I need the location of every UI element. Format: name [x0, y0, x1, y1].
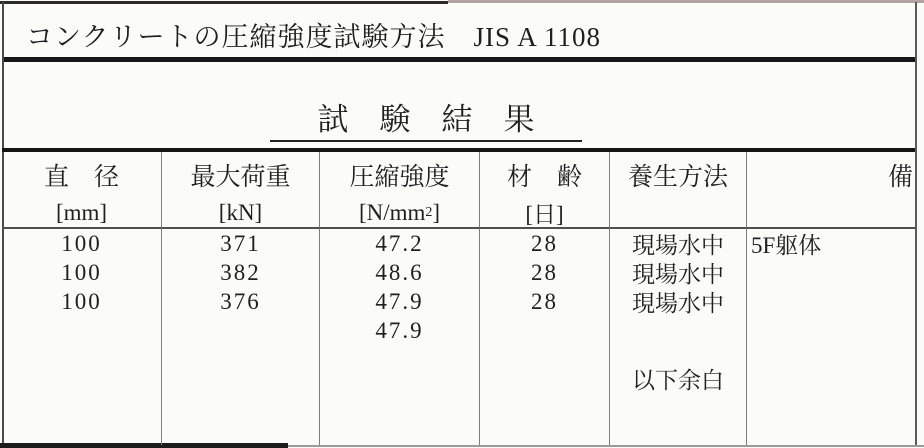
cell-remarks [747, 363, 915, 393]
cell-max-load [162, 316, 320, 345]
header-curing-method: 養生方法 [610, 152, 747, 198]
cell-diameter [2, 363, 162, 393]
cell-diameter: 100 [2, 258, 162, 287]
unit-max-load: [kN] [162, 198, 320, 229]
filler-cell [480, 393, 610, 445]
unit-age: [日] [480, 198, 610, 229]
cell-curing [610, 316, 747, 345]
cell-max-load [162, 345, 320, 363]
cell-strength-average: 47.9 [320, 316, 480, 345]
header-compressive-strength: 圧縮強度 [320, 152, 480, 198]
cell-remarks [747, 287, 915, 316]
test-results-table [2, 148, 915, 445]
document-title-band [4, 4, 915, 62]
cell-age: 28 [480, 229, 610, 258]
cell-diameter [2, 345, 162, 363]
cell-curing-blank-below: 以下余白 [610, 363, 747, 393]
filler-cell [747, 393, 915, 445]
cell-curing: 現場水中 [610, 258, 747, 287]
cell-strength: 47.9 [320, 287, 480, 316]
unit-diameter: [mm] [2, 198, 162, 229]
cell-curing: 現場水中 [610, 287, 747, 316]
unit-strength-suffix: ] [432, 199, 441, 225]
cell-remarks [747, 258, 915, 287]
header-age: 材 齢 [480, 152, 610, 198]
cell-age [480, 345, 610, 363]
scan-edge-bottom-light [288, 445, 924, 447]
scan-edge-top-light [448, 0, 924, 3]
cell-strength [320, 345, 480, 363]
cell-age: 28 [480, 287, 610, 316]
cell-strength [320, 363, 480, 393]
cell-remarks: 5F躯体 [751, 233, 822, 258]
filler-cell [162, 393, 320, 445]
cell-max-load: 382 [162, 258, 320, 287]
cell-age [480, 316, 610, 345]
cell-remarks [747, 345, 915, 363]
header-remarks: 備 [887, 164, 913, 191]
unit-compressive-strength: [N/mm 2 ] [320, 198, 480, 229]
unit-strength-prefix: [N/mm [358, 199, 426, 225]
cell-curing [610, 345, 747, 363]
document-title: コンクリートの圧縮強度試験方法 JIS A 1108 [26, 22, 601, 52]
cell-strength: 47.2 [320, 229, 480, 258]
unit-curing-method [610, 198, 747, 229]
cell-diameter: 100 [2, 287, 162, 316]
cell-strength: 48.6 [320, 258, 480, 287]
cell-max-load [162, 363, 320, 393]
filler-cell [2, 393, 162, 445]
header-max-load: 最大荷重 [162, 152, 320, 198]
cell-diameter: 100 [2, 229, 162, 258]
filler-cell [610, 393, 747, 445]
cell-age: 28 [480, 258, 610, 287]
cell-age [480, 363, 610, 393]
header-diameter: 直 径 [2, 152, 162, 198]
section-title-test-results: 試 験 結 果 [270, 103, 582, 142]
filler-cell [320, 393, 480, 445]
scan-edge-right [915, 2, 917, 446]
cell-max-load: 371 [162, 229, 320, 258]
cell-remarks [747, 316, 915, 345]
unit-remarks [747, 198, 915, 229]
cell-diameter [2, 316, 162, 345]
cell-curing: 現場水中 [610, 229, 747, 258]
cell-max-load: 376 [162, 287, 320, 316]
